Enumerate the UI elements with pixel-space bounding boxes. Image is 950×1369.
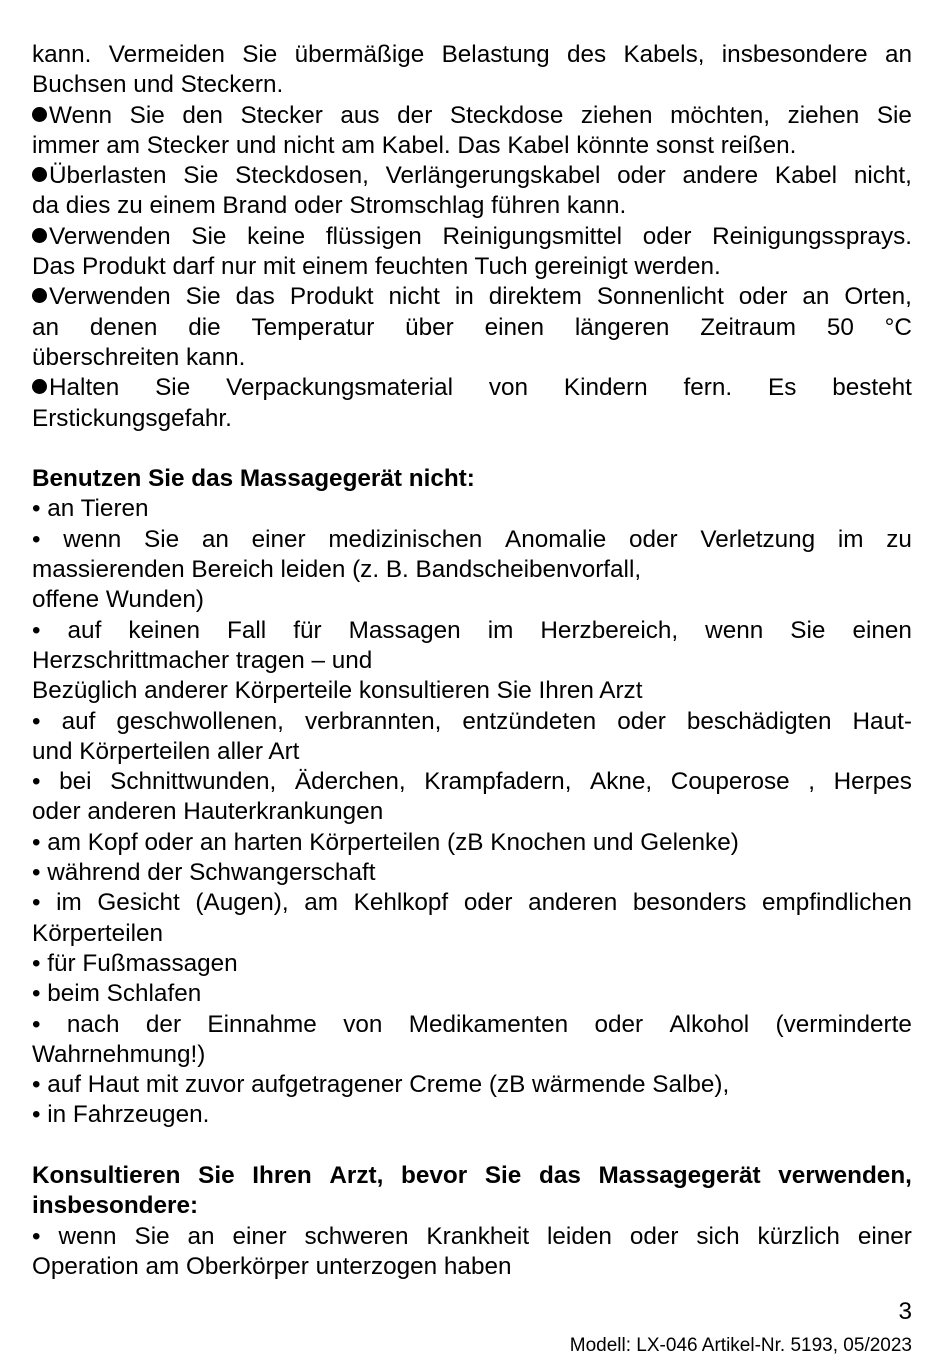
- word: (verminderte: [775, 1010, 912, 1038]
- list-item: [32, 616, 912, 646]
- word: ziehen: [580, 101, 653, 129]
- word: Steckdosen,: [235, 162, 369, 190]
- word: Belastung: [441, 41, 550, 68]
- word: kürzlich: [757, 1222, 840, 1250]
- word: der: [145, 1010, 182, 1038]
- section-heading: insbesondere:: [32, 1192, 199, 1220]
- word: Sie: [144, 525, 180, 553]
- bullet-dot-icon: [32, 379, 47, 394]
- word: Sie: [155, 374, 191, 402]
- word: insbesondere: [721, 41, 868, 68]
- bullet-dot-icon: [32, 107, 47, 122]
- word: Medikamenten: [408, 1010, 569, 1038]
- word: für: [293, 616, 322, 644]
- word: einer: [857, 1222, 912, 1250]
- word: Akne,: [590, 768, 653, 796]
- word: Temperatur: [251, 313, 375, 341]
- page-number: 3: [898, 1298, 912, 1325]
- text-line: und Körperteilen aller Art: [32, 737, 300, 765]
- list-item: • für Fußmassagen: [32, 949, 238, 977]
- text-line: Buchsen und Steckern.: [32, 71, 284, 99]
- word: Kehlkopf: [353, 889, 449, 917]
- word: •: [32, 1222, 41, 1250]
- section-heading: [32, 1161, 912, 1191]
- word: oder: [628, 525, 678, 553]
- list-item: [32, 1010, 912, 1040]
- word: •: [32, 707, 41, 735]
- word: Sie: [129, 101, 165, 129]
- word: 50: [826, 313, 854, 341]
- word: oder: [617, 707, 666, 735]
- word: schweren: [304, 1222, 409, 1250]
- word: empfindlichen: [761, 889, 912, 917]
- word: ,: [808, 768, 816, 796]
- blank-line: [32, 434, 912, 464]
- word: Ihren: [252, 1161, 312, 1189]
- word: verbrannten,: [304, 707, 442, 735]
- word: besonders: [632, 889, 747, 917]
- text-line: oder anderen Hauterkrankungen: [32, 798, 384, 826]
- bullet-line: [32, 161, 912, 191]
- word: Sie: [191, 222, 227, 250]
- word: die: [188, 313, 221, 341]
- word: Reinigungsmittel: [442, 222, 623, 250]
- word: von: [488, 374, 529, 402]
- word: Verpackungsmaterial: [226, 374, 453, 402]
- word: des: [566, 41, 607, 68]
- word: wenn: [58, 1222, 117, 1250]
- word: andere: [682, 162, 759, 190]
- bullet-line: [32, 222, 912, 252]
- list-item: [32, 525, 912, 555]
- word: Reinigungssprays.: [712, 222, 912, 250]
- word: längeren: [574, 313, 670, 341]
- word: an: [884, 41, 912, 68]
- word: Vermeiden: [108, 41, 225, 68]
- word: Massagegerät: [598, 1161, 761, 1189]
- word: am: [304, 889, 338, 917]
- word: an: [201, 525, 229, 553]
- word: geschwollenen,: [116, 707, 284, 735]
- word: das: [538, 1161, 581, 1189]
- word: Krankheit: [426, 1222, 530, 1250]
- text-line: Körperteilen: [32, 919, 164, 947]
- word: •: [32, 768, 41, 796]
- list-item: • auf Haut mit zuvor aufgetragener Creme (zB wärmende Salbe),: [32, 1071, 730, 1099]
- word: in: [454, 283, 474, 311]
- word: an: [187, 1222, 215, 1250]
- word: besteht: [832, 374, 912, 402]
- word: Sie: [183, 162, 219, 190]
- text-line: da dies zu einem Brand oder Stromschlag führen kann.: [32, 192, 627, 220]
- word: bevor: [401, 1161, 468, 1189]
- section-heading: Benutzen Sie das Massagegerät nicht:: [32, 465, 475, 493]
- text-line: Erstickungsgefahr.: [32, 404, 232, 432]
- word: Verletzung: [700, 525, 816, 553]
- word: medizinischen: [328, 525, 483, 553]
- word: Einnahme: [207, 1010, 317, 1038]
- word: im: [837, 525, 864, 553]
- word: einen: [852, 616, 912, 644]
- list-item: • während der Schwangerschaft: [32, 859, 376, 887]
- word: •: [32, 1010, 41, 1038]
- bullet-line: [32, 101, 912, 131]
- word: keinen: [128, 616, 200, 644]
- text-line: Herzschrittmacher tragen – und: [32, 646, 373, 674]
- word: einer: [232, 1222, 287, 1250]
- word: Sonnenlicht: [596, 283, 724, 311]
- word: •: [32, 525, 41, 553]
- word: wenn: [705, 616, 764, 644]
- word: nicht,: [853, 162, 912, 190]
- list-item: [32, 1222, 912, 1252]
- word: verwenden,: [778, 1161, 912, 1189]
- word: anderen: [528, 889, 618, 917]
- word: von: [343, 1010, 383, 1038]
- word: (Augen),: [195, 889, 289, 917]
- word: an: [32, 313, 60, 341]
- word: Anomalie: [504, 525, 607, 553]
- bullet-dot-icon: [32, 228, 47, 243]
- blank-line: [32, 1131, 912, 1161]
- word: Haut-: [852, 707, 912, 735]
- bullet-line: [32, 373, 912, 403]
- word: °C: [884, 313, 912, 341]
- word: Orten,: [844, 283, 912, 311]
- list-item: [32, 767, 912, 797]
- list-item: [32, 707, 912, 737]
- text-line: [32, 313, 912, 343]
- word: aus: [340, 101, 380, 129]
- word: im: [487, 616, 514, 644]
- word: Steckdose: [449, 101, 564, 129]
- word: nach: [66, 1010, 120, 1038]
- word: den: [182, 101, 223, 129]
- list-item: • in Fahrzeugen.: [32, 1101, 210, 1129]
- word: Arzt,: [329, 1161, 384, 1189]
- list-item: • an Tieren: [32, 495, 149, 523]
- word: wenn: [63, 525, 122, 553]
- bullet-dot-icon: [32, 288, 47, 303]
- word: Krampfadern,: [424, 768, 572, 796]
- word: einer: [251, 525, 306, 553]
- word: Couperose: [670, 768, 790, 796]
- text-line: Operation am Oberkörper unterzogen haben: [32, 1252, 512, 1280]
- word: das: [235, 283, 275, 311]
- word: Überlasten: [32, 161, 167, 191]
- text-line: überschreiten kann.: [32, 343, 246, 371]
- word: oder: [629, 1222, 679, 1250]
- list-item: [32, 888, 912, 918]
- word: übermäßige: [294, 41, 425, 68]
- word: über: [405, 313, 454, 341]
- word: Fall: [227, 616, 267, 644]
- word: oder: [642, 222, 692, 250]
- word: oder: [463, 889, 513, 917]
- footer-model-info: Modell: LX-046 Artikel-Nr. 5193, 05/2023: [569, 1335, 912, 1356]
- word: direktem: [488, 283, 582, 311]
- word: möchten,: [670, 101, 771, 129]
- word: Stecker: [240, 101, 323, 129]
- word: Gesicht: [97, 889, 180, 917]
- word: Herpes: [833, 768, 912, 796]
- word: flüssigen: [325, 222, 422, 250]
- word: oder: [738, 283, 788, 311]
- word: oder: [594, 1010, 644, 1038]
- word: Zeitraum: [700, 313, 797, 341]
- word: bei: [59, 768, 92, 796]
- word: Schnittwunden,: [110, 768, 277, 796]
- word: auf: [67, 616, 102, 644]
- word: einen: [484, 313, 545, 341]
- word: der: [397, 101, 433, 129]
- word: fern.: [683, 374, 733, 402]
- word: Massagen: [348, 616, 461, 644]
- word: Sie: [484, 1161, 522, 1189]
- word: Kabel: [774, 162, 838, 190]
- word: •: [32, 616, 41, 644]
- word: Halten: [32, 373, 119, 403]
- word: Herzbereich,: [540, 616, 679, 644]
- word: Konsultieren: [32, 1161, 181, 1189]
- list-item: • beim Schlafen: [32, 980, 202, 1008]
- text-line: [32, 40, 912, 70]
- word: Es: [767, 374, 797, 402]
- text-line: immer am Stecker und nicht am Kabel. Das Kabel könnte sonst reißen.: [32, 131, 797, 159]
- word: Sie: [790, 616, 826, 644]
- word: Kindern: [563, 374, 648, 402]
- text-line: offene Wunden): [32, 586, 205, 614]
- word: Kabels,: [623, 41, 705, 68]
- word: kann.: [32, 41, 92, 68]
- word: denen: [89, 313, 158, 341]
- document-body: [32, 40, 912, 1282]
- text-line: Bezüglich anderer Körperteile konsultieren Sie Ihren Arzt: [32, 677, 643, 705]
- list-item: • am Kopf oder an harten Körperteilen (zB Knochen und Gelenke): [32, 828, 739, 856]
- word: Sie: [242, 41, 278, 68]
- word: beschädigten: [686, 707, 832, 735]
- word: Sie: [134, 1222, 170, 1250]
- text-line: Wahrnehmung!): [32, 1040, 206, 1068]
- word: entzündeten: [462, 707, 597, 735]
- word: ziehen: [787, 101, 860, 129]
- word: Produkt: [289, 283, 374, 311]
- word: oder: [617, 162, 666, 190]
- word: Sie: [876, 101, 912, 129]
- word: Verlängerungskabel: [385, 162, 601, 190]
- word: zu: [886, 525, 912, 553]
- word: sich: [696, 1222, 740, 1250]
- text-line: Das Produkt darf nur mit einem feuchten Tuch gereinigt werden.: [32, 253, 721, 281]
- word: auf: [61, 707, 96, 735]
- word: Sie: [185, 283, 221, 311]
- word: keine: [247, 222, 306, 250]
- word: Alkohol: [669, 1010, 750, 1038]
- word: •: [32, 889, 41, 917]
- word: an: [802, 283, 830, 311]
- bullet-line: [32, 282, 912, 312]
- word: im: [56, 889, 82, 917]
- word: nicht: [388, 283, 440, 311]
- word: Äderchen,: [294, 768, 406, 796]
- word: Verwenden: [32, 282, 171, 312]
- bullet-dot-icon: [32, 167, 47, 182]
- word: leiden: [547, 1222, 612, 1250]
- word: Verwenden: [32, 222, 171, 252]
- text-line: massierenden Bereich leiden (z. B. Bandscheibenvorfall,: [32, 556, 642, 584]
- word: Sie: [198, 1161, 235, 1189]
- word: Wenn: [32, 101, 112, 131]
